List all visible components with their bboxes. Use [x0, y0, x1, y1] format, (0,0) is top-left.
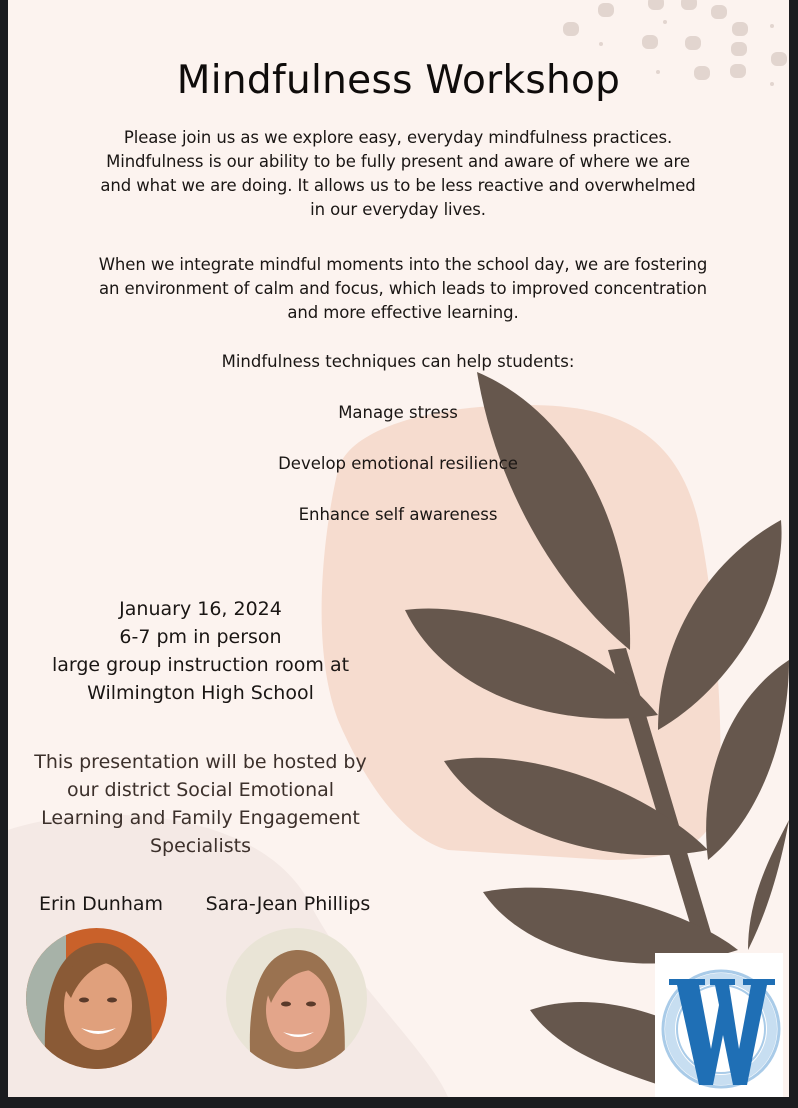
- host-line: Specialists: [150, 835, 251, 857]
- intro-line: and what we are doing. It allows us to be less reactive and overwhelmed: [100, 176, 696, 195]
- benefit-item: Develop emotional resilience: [278, 454, 518, 473]
- event-date: January 16, 2024: [119, 598, 282, 620]
- intro-line: Mindfulness is our ability to be fully present and aware of where we are: [106, 152, 690, 171]
- flyer-poster: [8, 0, 789, 1097]
- school-logo: [655, 953, 783, 1097]
- school-line: and more effective learning.: [287, 303, 519, 322]
- benefits-heading: Mindfulness techniques can help students:: [221, 352, 575, 371]
- intro-paragraph: [68, 126, 728, 222]
- presenter-photo-icon: [226, 928, 367, 1069]
- wilmington-w-logo-icon: [655, 953, 783, 1097]
- host-line: This presentation will be hosted by: [34, 751, 367, 773]
- event-time: 6-7 pm in person: [119, 626, 282, 648]
- host-line: our district Social Emotional: [66, 779, 335, 801]
- event-details: [8, 595, 393, 707]
- page-title: Mindfulness Workshop: [176, 58, 621, 103]
- school-line: When we integrate mindful moments into the school day, we are fostering: [98, 255, 708, 274]
- presenter-name: Sara-Jean Phillips: [205, 893, 371, 915]
- event-location: large group instruction room at: [51, 654, 350, 676]
- school-day-paragraph: [58, 253, 748, 325]
- host-line: Learning and Family Engagement: [41, 807, 360, 829]
- presenter-photo-icon: [26, 928, 167, 1069]
- intro-line: in our everyday lives.: [310, 200, 486, 219]
- host-description: [8, 748, 393, 860]
- avatar: [226, 928, 367, 1069]
- presenter-name: Erin Dunham: [38, 893, 164, 915]
- school-line: an environment of calm and focus, which leads to improved concentration: [99, 279, 707, 298]
- event-location: Wilmington High School: [87, 682, 314, 704]
- avatar: [26, 928, 167, 1069]
- benefit-item: Manage stress: [338, 403, 458, 422]
- benefit-item: Enhance self awareness: [298, 505, 498, 524]
- intro-line: Please join us as we explore easy, everyday mindfulness practices.: [123, 128, 673, 147]
